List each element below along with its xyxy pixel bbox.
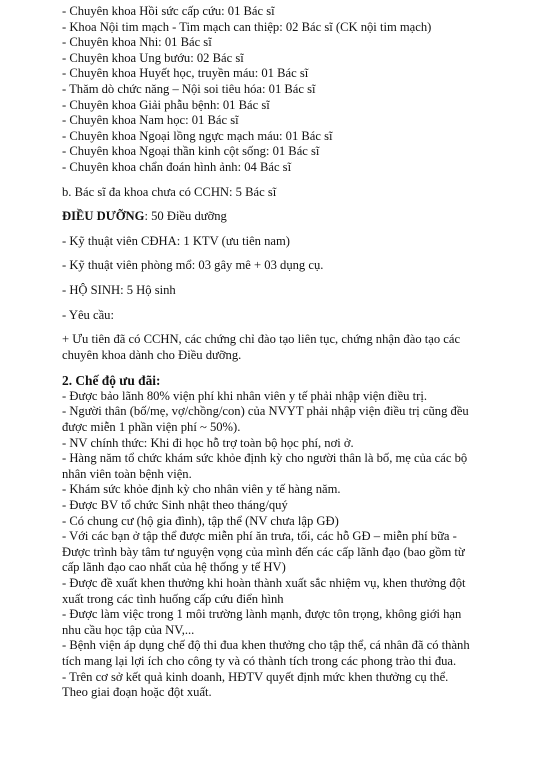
- benefit-line: nhu cầu học tập của NV,...: [62, 622, 195, 637]
- benefit-line: - Bệnh viện áp dụng chế độ thi đua khen thưởng cho tập thể, cá nhân đã có thành: [62, 638, 470, 653]
- staff-item: - Yêu cầu:: [62, 307, 114, 322]
- benefit-line: nhân viên toàn bệnh viện.: [62, 466, 192, 481]
- benefit-line: Theo giai đoạn hoặc đột xuất.: [62, 685, 212, 700]
- benefit-line: - Với các bạn ở tập thể được miễn phí ăn trưa, tối, các hỗ GĐ – miễn phí bữa -: [62, 529, 457, 544]
- benefit-line: - NV chính thức: Khi đi học hỗ trợ toàn bộ học phí, nơi ở.: [62, 435, 354, 450]
- staff-item: - Kỹ thuật viên phòng mổ: 03 gây mê + 03 dụng cụ.: [62, 258, 324, 273]
- requirements-paragraph: [62, 332, 512, 363]
- specialty-item: - Chuyên khoa Ung bướu: 02 Bác sĩ: [62, 50, 244, 65]
- specialty-item: - Chuyên khoa Ngoại thần kinh cột sống: 01 Bác sĩ: [62, 144, 320, 159]
- requirement-line: chuyên khoa dành cho Điều dưỡng.: [62, 347, 242, 362]
- benefit-line: - Khám sức khỏe định kỳ cho nhân viên y tế hàng năm.: [62, 482, 341, 497]
- specialty-item: - Chuyên khoa Nhi: 01 Bác sĩ: [62, 35, 212, 50]
- nursing-value: : 50 Điều dưỡng: [144, 209, 227, 224]
- benefits-list: [62, 389, 512, 701]
- staff-item: - HỘ SINH: 5 Hộ sinh: [62, 282, 176, 297]
- specialty-list: [62, 4, 512, 176]
- specialty-item: - Chuyên khoa Nam học: 01 Bác sĩ: [62, 113, 239, 128]
- benefit-line: - Người thân (bố/mẹ, vợ/chồng/con) của NVYT phải nhập viện điều trị cũng đều: [62, 404, 469, 419]
- specialty-item: - Chuyên khoa chẩn đoán hình ảnh: 04 Bác sĩ: [62, 159, 292, 174]
- document-body: [62, 4, 512, 701]
- nursing-line: [62, 209, 512, 225]
- benefit-line: - Có chung cư (hộ gia đình), tập thể (NV chưa lập GĐ): [62, 513, 339, 528]
- specialty-item: - Chuyên khoa Giải phẫu bệnh: 01 Bác sĩ: [62, 97, 270, 112]
- benefit-line: tích mang lại lợi ích cho công ty và có thành tích trong các phong trào thi đua.: [62, 653, 457, 668]
- benefit-line: - Được làm việc trong 1 môi trường lành mạnh, được tôn trọng, không giới hạn: [62, 607, 462, 622]
- benefit-line: Được trình bày tâm tư nguyện vọng của mình đến các cấp lãnh đạo (bao gồm từ: [62, 544, 465, 559]
- benefit-line: được miễn 1 phần viện phí ~ 50%).: [62, 420, 241, 435]
- nursing-label: ĐIỀU DƯỠNG: [62, 209, 145, 224]
- specialty-item: - Khoa Nội tim mạch - Tim mạch can thiệp: 02 Bác sĩ (CK nội tim mạch): [62, 19, 432, 34]
- benefit-line: xuất trong các tình huống cấp cứu điển hình: [62, 591, 284, 606]
- staff-item: - Kỹ thuật viên CĐHA: 1 KTV (ưu tiên nam): [62, 233, 290, 248]
- specialty-item: - Thăm dò chức năng – Nội soi tiêu hóa: 01 Bác sĩ: [62, 81, 316, 96]
- general-doctors-line: b. Bác sĩ đa khoa chưa có CCHN: 5 Bác sĩ: [62, 184, 277, 199]
- specialty-item: - Chuyên khoa Ngoại lồng ngực mạch máu: 01 Bác sĩ: [62, 128, 333, 143]
- benefit-line: - Được bảo lãnh 80% viện phí khi nhân viên y tế phải nhập viện điều trị.: [62, 388, 427, 403]
- specialty-item: - Chuyên khoa Huyết học, truyền máu: 01 Bác sĩ: [62, 66, 309, 81]
- benefits-heading: 2. Chế độ ưu đãi:: [62, 373, 161, 389]
- benefit-line: - Trên cơ sở kết quả kinh doanh, HĐTV quyết định mức khen thưởng cụ thể.: [62, 669, 449, 684]
- benefit-line: - Được đề xuất khen thưởng khi hoàn thành xuất sắc nhiệm vụ, khen thưởng đột: [62, 576, 466, 590]
- benefit-line: cấp lãnh đạo cao nhất của hệ thống y tế HV): [62, 560, 286, 575]
- benefit-line: - Hàng năm tổ chức khám sức khỏe định kỳ cho người thân là bố, mẹ của các bộ: [62, 451, 468, 466]
- benefit-line: - Được BV tổ chức Sinh nhật theo tháng/quý: [62, 498, 288, 513]
- requirement-line: + Ưu tiên đã có CCHN, các chứng chỉ đào tạo liên tục, chứng nhận đào tạo các: [62, 332, 461, 347]
- specialty-item: - Chuyên khoa Hồi sức cấp cứu: 01 Bác sĩ: [62, 4, 275, 18]
